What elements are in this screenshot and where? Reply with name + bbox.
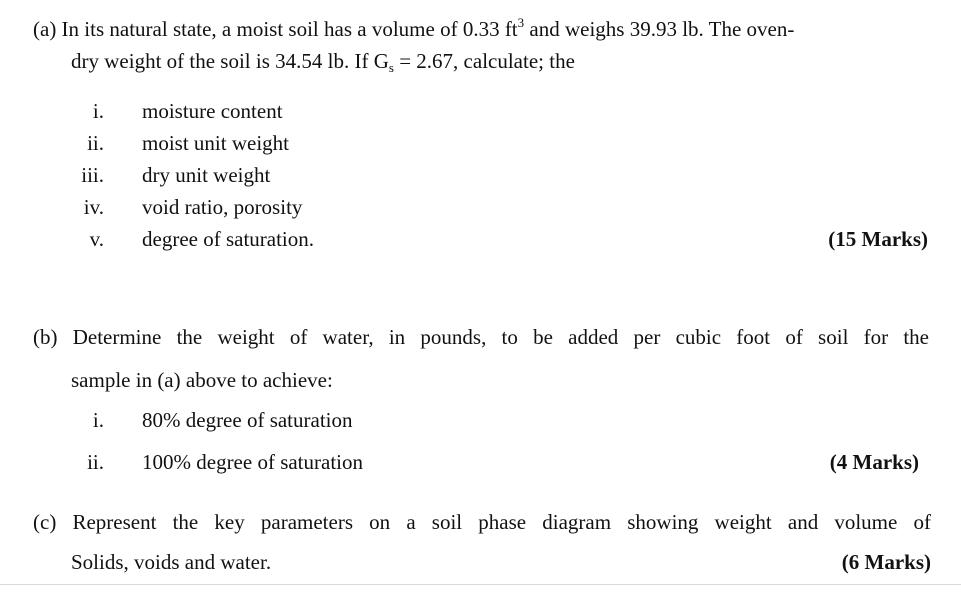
part-a-line-1-end: and weighs 39.93 lb. The oven- [524,17,795,41]
part-a-item-2-number: ii. [87,131,104,155]
bottom-divider [0,584,961,585]
gs-subscript: s [388,60,394,75]
part-a-item-5-text: degree of saturation. [142,227,315,251]
part-b-item-1-number: i. [92,408,104,432]
part-a-line-2 [71,49,575,73]
part-c-line-1: (c) Represent the key parameters on a soil phase diagram showing weight and volume of [33,510,931,534]
part-b-marks: (4 Marks) [829,450,919,474]
part-a-line-2-end: = 2.67, calculate; the [393,49,575,73]
part-a-marks: (15 Marks) [828,227,928,251]
part-a-item-1-text: moisture content [142,99,283,123]
part-a-item-4-number: iv. [83,195,104,219]
part-a-line-2-text: dry weight of the soil is 34.54 lb. If G [71,49,389,73]
part-a-item-3-number: iii. [81,163,104,187]
part-b-line-1: (b) Determine the weight of water, in pounds, to be added per cubic foot of soil for the [33,325,929,349]
cubic-superscript: 3 [517,15,525,30]
part-b-item-1-text: 80% degree of saturation [142,408,353,432]
part-a-item-5-number: v. [89,227,104,251]
part-b-line-2: sample in (a) above to achieve: [71,368,333,392]
part-a-item-4-text: void ratio, porosity [142,195,303,219]
part-a-item-1-number: i. [92,99,104,123]
part-b-item-2-number: ii. [87,450,104,474]
part-a-line-1 [33,17,794,41]
part-a-item-2-text: moist unit weight [142,131,289,155]
part-b-item-2-text: 100% degree of saturation [142,450,364,474]
part-a-line-1-text: (a) In its natural state, a moist soil has a volume of 0.33 ft [33,17,518,41]
part-c-line-2: Solids, voids and water. [71,550,272,574]
part-a-item-3-text: dry unit weight [142,163,271,187]
part-c-marks: (6 Marks) [841,550,931,574]
